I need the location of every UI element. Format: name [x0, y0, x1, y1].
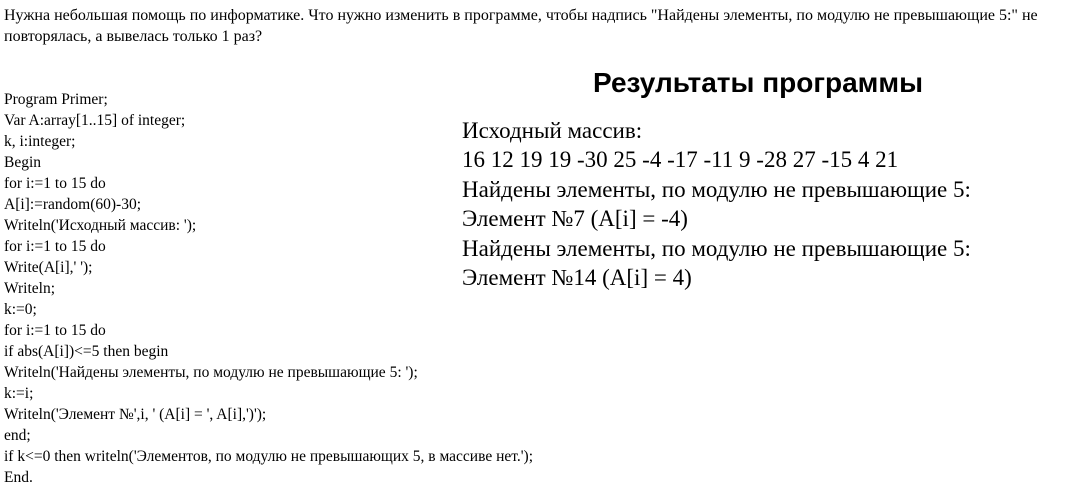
output-line: 16 12 19 19 -30 25 -4 -17 -11 9 -28 27 -15 4 21 [462, 147, 899, 173]
code-line: Writeln('Элемент №',i, ' (A[i] = ', A[i],')'); [4, 406, 267, 423]
code-line: end; [4, 427, 31, 444]
code-line: Write(A[i],' '); [4, 259, 93, 276]
code-line: for i:=1 to 15 do [4, 175, 106, 192]
question-text: Нужна небольшая помощь по информатике. Что нужно изменить в программе, чтобы надпись "Найдены элементы, по модулю не превышающие 5:" не повторялась, а вывелась только 1 раз? [4, 7, 1038, 45]
output-line: Элемент №14 (A[i] = 4) [462, 264, 692, 290]
program-code [4, 89, 533, 488]
code-line: Writeln('Найдены элементы, по модулю не превышающие 5: '); [4, 364, 418, 381]
code-line: if abs(A[i])<=5 then begin [4, 343, 169, 360]
code-line: End. [4, 469, 33, 486]
code-line: Begin [4, 154, 42, 171]
code-line: k, i:integer; [4, 133, 76, 150]
code-line: Writeln; [4, 280, 56, 297]
code-line: Writeln('Исходный массив: '); [4, 217, 197, 234]
code-line: for i:=1 to 15 do [4, 322, 106, 339]
program-output [462, 116, 971, 292]
code-line: k:=i; [4, 385, 34, 402]
code-line: Program Primer; [4, 91, 108, 108]
code-line: if k<=0 then writeln('Элементов, по модулю не превышающих 5, в массиве нет.'); [4, 448, 533, 465]
output-line: Найдены элементы, по модулю не превышающие 5: [462, 176, 971, 202]
code-line: A[i]:=random(60)-30; [4, 196, 142, 213]
results-title: Результаты программы [593, 67, 923, 98]
output-line: Исходный массив: [462, 118, 643, 143]
code-line: for i:=1 to 15 do [4, 238, 106, 255]
output-line: Элемент №7 (A[i] = -4) [462, 206, 688, 232]
code-line: Var A:array[1..15] of integer; [4, 112, 186, 129]
code-line: k:=0; [4, 301, 37, 318]
output-line: Найдены элементы, по модулю не превышающие 5: [462, 235, 971, 261]
